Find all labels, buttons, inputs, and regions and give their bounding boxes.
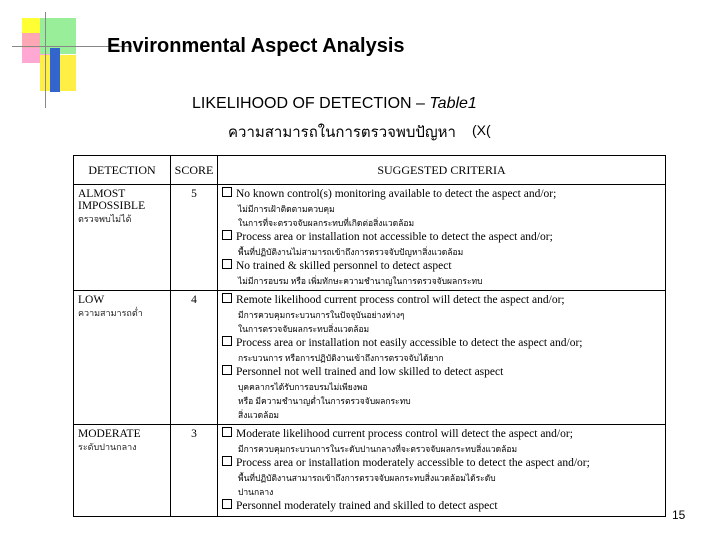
table-header-row [74, 156, 666, 185]
criterion-text-thai: ในการที่จะตรวจจับผลกระทบที่เกิดต่อสิ่งแวดล้อม [238, 218, 415, 228]
criterion-text-thai: ปานกลาง [238, 487, 274, 497]
criterion-item [222, 499, 661, 514]
criterion-text: Process area or installation not easily accessible to detect the aspect and/or; [236, 337, 583, 349]
criterion-item [222, 336, 661, 351]
criterion-text-thai: กระบวนการ หรือการปฏิบัติงานเข้าถึงการตรวจจับได้ยาก [238, 353, 444, 363]
table-subtitle-x: (X( [472, 122, 491, 138]
criterion-text-thai: สิ่งแวดล้อม [238, 410, 280, 420]
criterion-text: Remote likelihood current process control will detect the aspect and/or; [236, 294, 565, 306]
detection-label: ALMOST IMPOSSIBLE [78, 188, 146, 212]
score-cell: 4 [171, 291, 218, 425]
criterion-item [222, 293, 661, 308]
page-number: 15 [672, 508, 686, 522]
detection-cell [74, 425, 171, 517]
subtitle-italic: Table1 [429, 95, 477, 112]
checkbox-square-icon [222, 336, 232, 346]
table-row [74, 291, 666, 425]
detection-label-thai: ระดับปานกลาง [78, 442, 137, 452]
checkbox-square-icon [222, 499, 232, 509]
decoration-blue-bar [50, 48, 60, 92]
criterion-text-thai: มีการควบคุมกระบวนการในระดับปานกลางที่จะตรวจจับผลกระทบสิ่งแวดล้อม [238, 444, 518, 454]
criterion-text: Process area or installation not accessible to detect the aspect and/or; [236, 231, 553, 243]
criterion-item [222, 427, 661, 442]
header-criteria: SUGGESTED CRITERIA [218, 156, 666, 185]
subtitle-main: LIKELIHOOD OF DETECTION – [192, 95, 430, 112]
detection-label-thai: ความสามารถต่ำ [78, 308, 143, 318]
detection-cell [74, 185, 171, 291]
decoration-vertical-line [45, 12, 46, 108]
checkbox-square-icon [222, 365, 232, 375]
criterion-text: No known control(s) monitoring available to detect the aspect and/or; [236, 188, 557, 200]
criterion-text-thai: ในการตรวจจับผลกระทบสิ่งแวดล้อม [238, 324, 370, 334]
criterion-text: Process area or installation moderately accessible to detect the aspect and/or; [236, 457, 590, 469]
table-subtitle [192, 95, 477, 113]
header-score: SCORE [171, 156, 218, 185]
table-body [74, 185, 666, 517]
criterion-item [222, 230, 661, 245]
detection-cell [74, 291, 171, 425]
criterion-text: Personnel moderately trained and skilled to detect aspect [236, 500, 498, 512]
criteria-cell [218, 291, 666, 425]
criterion-item [222, 365, 661, 380]
criterion-item [222, 456, 661, 471]
slide-title: Environmental Aspect Analysis [107, 35, 405, 57]
table-subtitle-thai: ความสามารถในการตรวจพบปัญหา [228, 124, 456, 141]
criterion-text: Personnel not well trained and low skilled to detect aspect [236, 366, 504, 378]
checkbox-square-icon [222, 259, 232, 269]
criterion-text: No trained & skilled personnel to detect aspect [236, 260, 452, 272]
criterion-text-thai: บุคคลากรได้รับการอบรมไม่เพียงพอ [238, 382, 368, 392]
criteria-cell [218, 425, 666, 517]
criterion-text-thai: หรือ มีความชำนาญต่ำในการตรวจจับผลกระทบ [238, 396, 411, 406]
detection-label-thai: ตรวจพบไม่ได้ [78, 214, 132, 224]
detection-label: LOW [78, 294, 105, 306]
checkbox-square-icon [222, 230, 232, 240]
criterion-text-thai: พื้นที่ปฏิบัติงานไม่สามารถเข้าถึงการตรวจจับปัญหาสิ่งแวดล้อม [238, 247, 464, 257]
criterion-text: Moderate likelihood current process control will detect the aspect and/or; [236, 428, 573, 440]
criterion-text-thai: มีการควบคุมกระบวนการในปัจจุบันอย่างห่างๆ [238, 310, 405, 320]
checkbox-square-icon [222, 293, 232, 303]
criterion-text-thai: ไม่มีการอบรม หรือ เพิ่มทักษะความชำนาญในการตรวจจับผลกระทบ [238, 276, 483, 286]
checkbox-square-icon [222, 187, 232, 197]
criterion-item [222, 187, 661, 202]
likelihood-table [73, 155, 666, 517]
criterion-text-thai: ไม่มีการเฝ้าติดตามควบคุม [238, 204, 335, 214]
criterion-item [222, 259, 661, 274]
table-row [74, 425, 666, 517]
detection-label: MODERATE [78, 428, 141, 440]
criteria-cell [218, 185, 666, 291]
header-detection: DETECTION [74, 156, 171, 185]
score-cell: 5 [171, 185, 218, 291]
criterion-text-thai: พื้นที่ปฏิบัติงานสามารถเข้าถึงการตรวจจับผลกระทบสิ่งแวดล้อมได้ระดับ [238, 473, 496, 483]
checkbox-square-icon [222, 427, 232, 437]
table-row [74, 185, 666, 291]
score-cell: 3 [171, 425, 218, 517]
checkbox-square-icon [222, 456, 232, 466]
